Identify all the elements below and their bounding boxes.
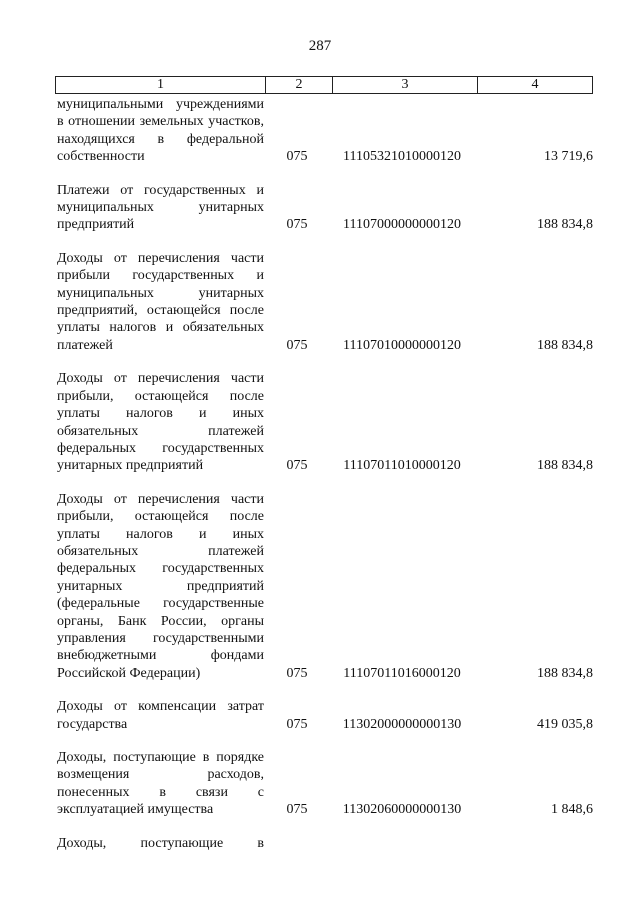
row-amount: 419 035,8 <box>537 716 593 732</box>
row-name: Доходы от перечисления части прибыли, остающейся после уплаты налогов и иных обязательных платежей федеральных государственных унитарных предприятий (федеральные государственные органы, Банк России, органы управления государственными внебюджетными фондами Российской Федерации) <box>57 491 264 681</box>
header-col-2: 2 <box>266 77 333 93</box>
table-row <box>55 698 593 733</box>
row-name: Доходы от компенсации затрат государства <box>57 699 264 732</box>
row-name: Доходы от перечисления части прибыли государственных и муниципальных унитарных предприятий, остающейся после уплаты налогов и обязательных платежей <box>57 250 264 353</box>
row-admin-code: 075 <box>286 217 308 233</box>
row-admin-code: 075 <box>286 716 308 732</box>
header-col-1: 1 <box>56 77 266 93</box>
row-admin-code: 075 <box>286 149 308 165</box>
row-name: Доходы от перечисления части прибыли, остающейся после уплаты налогов и иных обязательных платежей федеральных государственных унитарных предприятий <box>57 371 264 474</box>
row-amount: 188 834,8 <box>537 665 593 681</box>
budget-table <box>55 76 593 852</box>
table-row <box>55 370 593 474</box>
row-name: Платежи от государственных и муниципальных унитарных предприятий <box>57 182 264 233</box>
row-kbk-code: 11107000000000120 <box>343 217 461 233</box>
header-col-4: 4 <box>531 77 539 92</box>
row-kbk-code: 11105321010000120 <box>343 149 461 165</box>
row-kbk-code: 11107011016000120 <box>343 665 461 681</box>
row-admin-code: 075 <box>286 665 308 681</box>
row-amount: 1 848,6 <box>551 802 593 818</box>
row-admin-code: 075 <box>286 458 308 474</box>
row-amount: 188 834,8 <box>537 458 593 474</box>
row-kbk-code: 11302000000000130 <box>342 716 462 732</box>
row-kbk-code: 11107011010000120 <box>343 458 461 474</box>
row-name: Доходы, поступающие в порядке возмещения расходов, понесенных в связи с эксплуатацией имущества <box>57 750 264 818</box>
page-number: 287 <box>308 38 332 54</box>
row-kbk-code: 11107010000000120 <box>343 337 461 353</box>
row-name: Доходы, поступающие в <box>57 835 264 851</box>
table-row <box>55 835 593 852</box>
table-header <box>55 76 593 94</box>
header-col-3: 3 <box>333 77 478 93</box>
row-amount: 188 834,8 <box>537 337 593 353</box>
row-admin-code: 075 <box>286 337 308 353</box>
row-amount: 13 719,6 <box>544 149 593 165</box>
row-admin-code: 075 <box>286 802 308 818</box>
table-row <box>55 250 593 354</box>
row-name: муниципальными учреждениями в отношении земельных участков, находящихся в федеральной собственности <box>57 97 264 165</box>
row-kbk-code: 11302060000000130 <box>342 802 462 818</box>
table-row <box>55 491 593 682</box>
table-row <box>55 96 593 166</box>
table-row <box>55 749 593 819</box>
row-amount: 188 834,8 <box>537 217 593 233</box>
table-row <box>55 182 593 234</box>
